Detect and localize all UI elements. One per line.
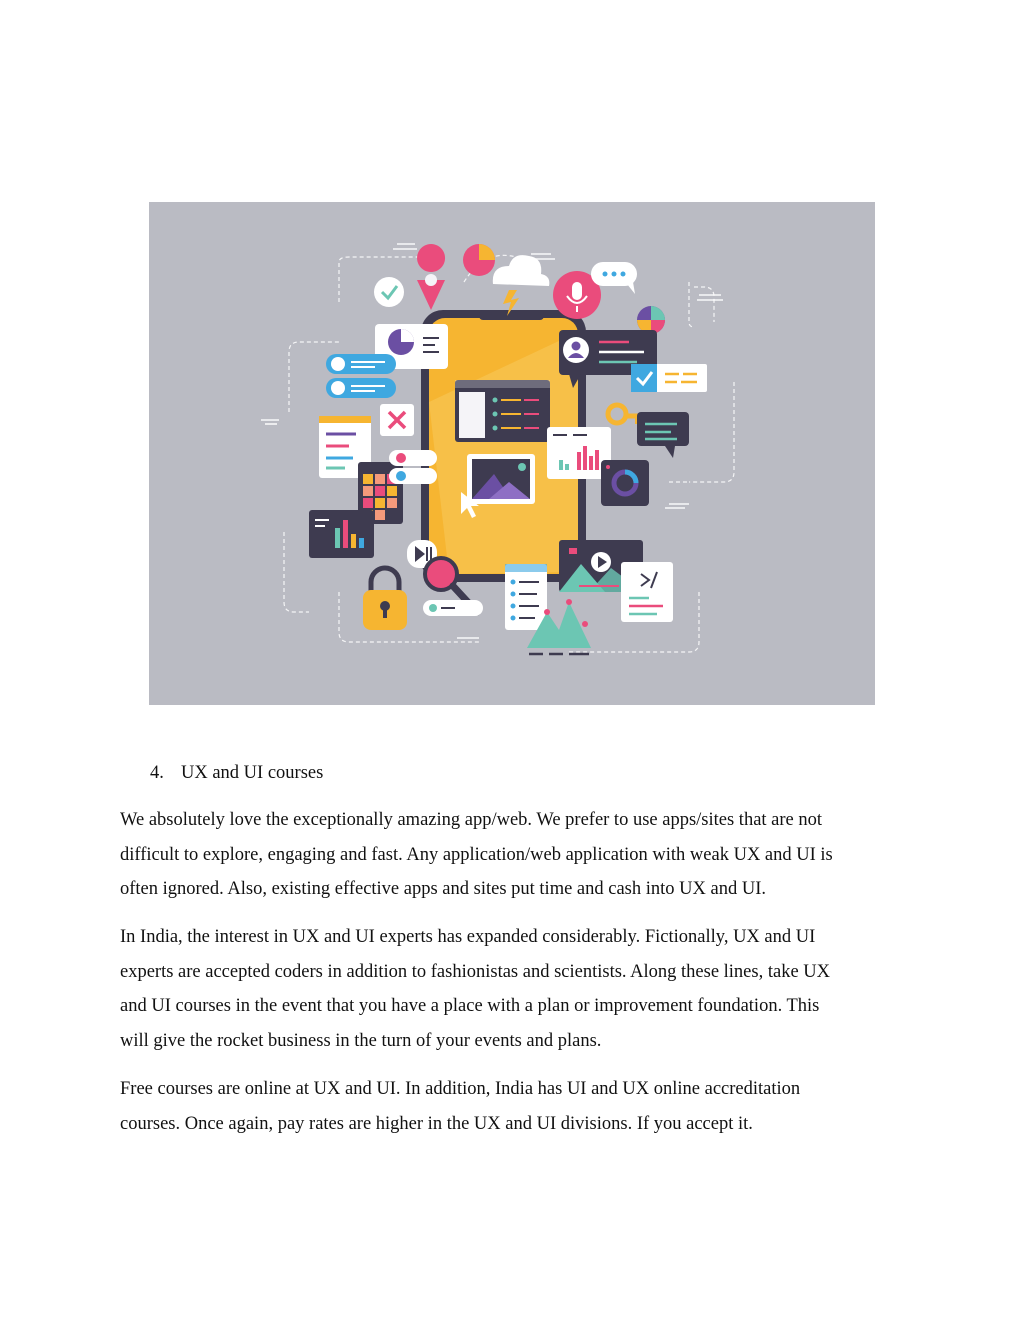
paragraph-3	[120, 1072, 910, 1141]
paragraph-line: will give the rocket business in the turn of your events and plans.	[120, 1031, 602, 1052]
paragraph-line: and UI courses in the event that you have a place with a plan or improvement foundation. This	[120, 996, 820, 1017]
paragraph-line: We absolutely love the exceptionally amazing app/web. We prefer to use apps/sites that are not	[120, 810, 823, 830]
paragraph-line: experts are accepted coders in addition to fashionistas and scientists. Along these lines, take UX	[120, 961, 831, 982]
paragraph-line: difficult to explore, engaging and fast. Any application/web application with weak UX and UI is	[120, 844, 833, 865]
section-title: UX and UI courses	[181, 763, 324, 783]
paragraph-line: In India, the interest in UX and UI experts has expanded considerably. Fictionally, UX and UI	[120, 927, 816, 947]
paragraph-line: often ignored. Also, existing effective apps and sites put time and cash into UX and UI.	[120, 879, 766, 900]
ux-ui-illustration	[149, 202, 875, 705]
list-number: 4.	[150, 763, 164, 783]
paragraph-2	[120, 920, 910, 1059]
paragraph-line: courses. Once again, pay rates are higher in the UX and UI divisions. If you accept it.	[120, 1113, 753, 1134]
paragraph-1	[120, 803, 910, 907]
section-heading	[150, 760, 323, 786]
paragraph-line: Free courses are online at UX and UI. In addition, India has UI and UX online accreditation	[120, 1079, 801, 1099]
